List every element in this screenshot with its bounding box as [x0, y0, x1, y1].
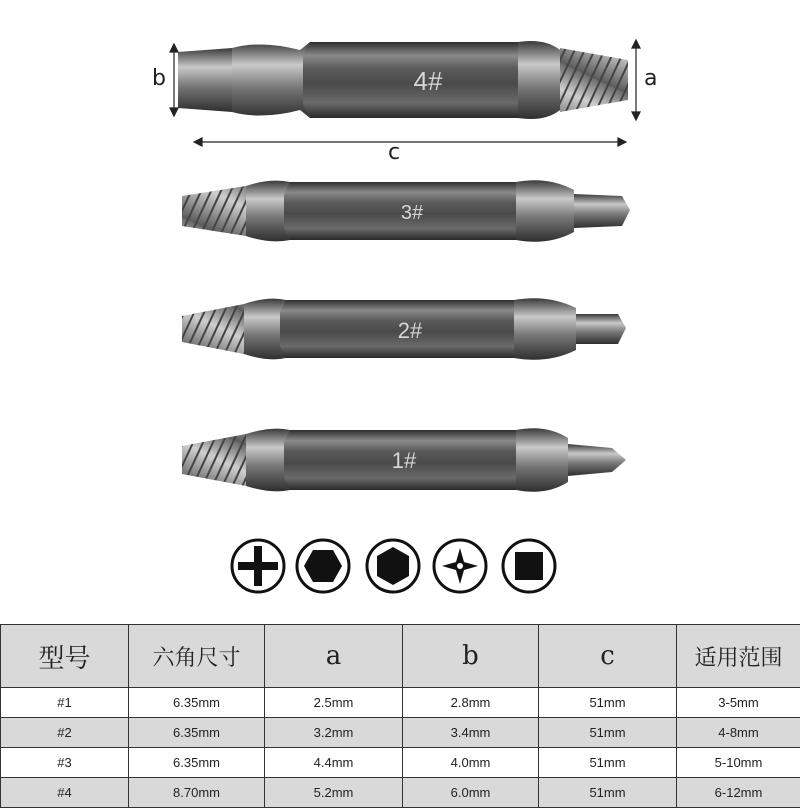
- extractor-cone: [560, 48, 628, 112]
- header-hex-size: 六角尺寸: [129, 625, 265, 688]
- header-model: 型号: [1, 625, 129, 688]
- extractor-cone: [182, 304, 244, 354]
- header-range: 适用范围: [677, 625, 800, 688]
- square-icon: [503, 540, 555, 592]
- table-cell: 8.70mm: [129, 778, 265, 808]
- table-cell: 3.4mm: [403, 718, 539, 748]
- dimension-label-b: b: [152, 66, 166, 91]
- table-cell: #3: [1, 748, 129, 778]
- header-b: b: [403, 625, 539, 688]
- table-cell: 51mm: [539, 718, 677, 748]
- drive-icons: [232, 540, 555, 592]
- extractor-cone: [182, 186, 246, 236]
- header-a: a: [265, 625, 403, 688]
- table-cell: 3.2mm: [265, 718, 403, 748]
- table-cell: 6.35mm: [129, 718, 265, 748]
- table-cell: 6.35mm: [129, 748, 265, 778]
- neck: [518, 41, 560, 119]
- neck: [232, 42, 310, 118]
- dimension-label-a: a: [644, 66, 657, 91]
- bit-label: 2#: [398, 318, 423, 343]
- drill-tip: [576, 314, 626, 344]
- table-row: [1, 688, 800, 718]
- bit-1: [182, 428, 626, 492]
- table-cell: 4-8mm: [677, 718, 800, 748]
- dimension-label-c: c: [388, 140, 400, 165]
- table-cell: 3-5mm: [677, 688, 800, 718]
- table-cell: 4.4mm: [265, 748, 403, 778]
- table-row: [1, 748, 800, 778]
- bit-label: 3#: [401, 202, 424, 224]
- neck: [246, 429, 290, 492]
- table-cell: 51mm: [539, 778, 677, 808]
- neck: [516, 428, 568, 492]
- table-cell: #4: [1, 778, 129, 808]
- table-cell: 6.0mm: [403, 778, 539, 808]
- hex-icon: [367, 540, 419, 592]
- table-header-row: [1, 625, 800, 688]
- neck: [514, 298, 576, 360]
- bit-2: [182, 298, 626, 360]
- bit-label: 1#: [392, 448, 417, 473]
- table-cell: 2.8mm: [403, 688, 539, 718]
- drill-tip: [568, 444, 626, 476]
- table-cell: 5.2mm: [265, 778, 403, 808]
- table-cell: 4.0mm: [403, 748, 539, 778]
- neck: [244, 299, 286, 360]
- drill-tip: [178, 48, 238, 112]
- spec-table: [0, 624, 800, 808]
- table-cell: 5-10mm: [677, 748, 800, 778]
- table-cell: 6.35mm: [129, 688, 265, 718]
- table-cell: 51mm: [539, 748, 677, 778]
- bit-4: [178, 41, 628, 119]
- bit-label: 4#: [414, 66, 443, 96]
- table-cell: 6-12mm: [677, 778, 800, 808]
- extractor-cone: [182, 434, 246, 486]
- torx-icon: [434, 540, 486, 592]
- table-cell: #2: [1, 718, 129, 748]
- hex-icon: [297, 540, 349, 592]
- header-c: c: [539, 625, 677, 688]
- table-cell: #1: [1, 688, 129, 718]
- neck: [246, 181, 290, 242]
- table-row: [1, 718, 800, 748]
- drill-tip: [574, 194, 630, 228]
- bit-3: [182, 180, 630, 242]
- table-row: [1, 778, 800, 808]
- neck: [516, 180, 574, 242]
- phillips-icon: [232, 540, 284, 592]
- table-cell: 51mm: [539, 688, 677, 718]
- table-cell: 2.5mm: [265, 688, 403, 718]
